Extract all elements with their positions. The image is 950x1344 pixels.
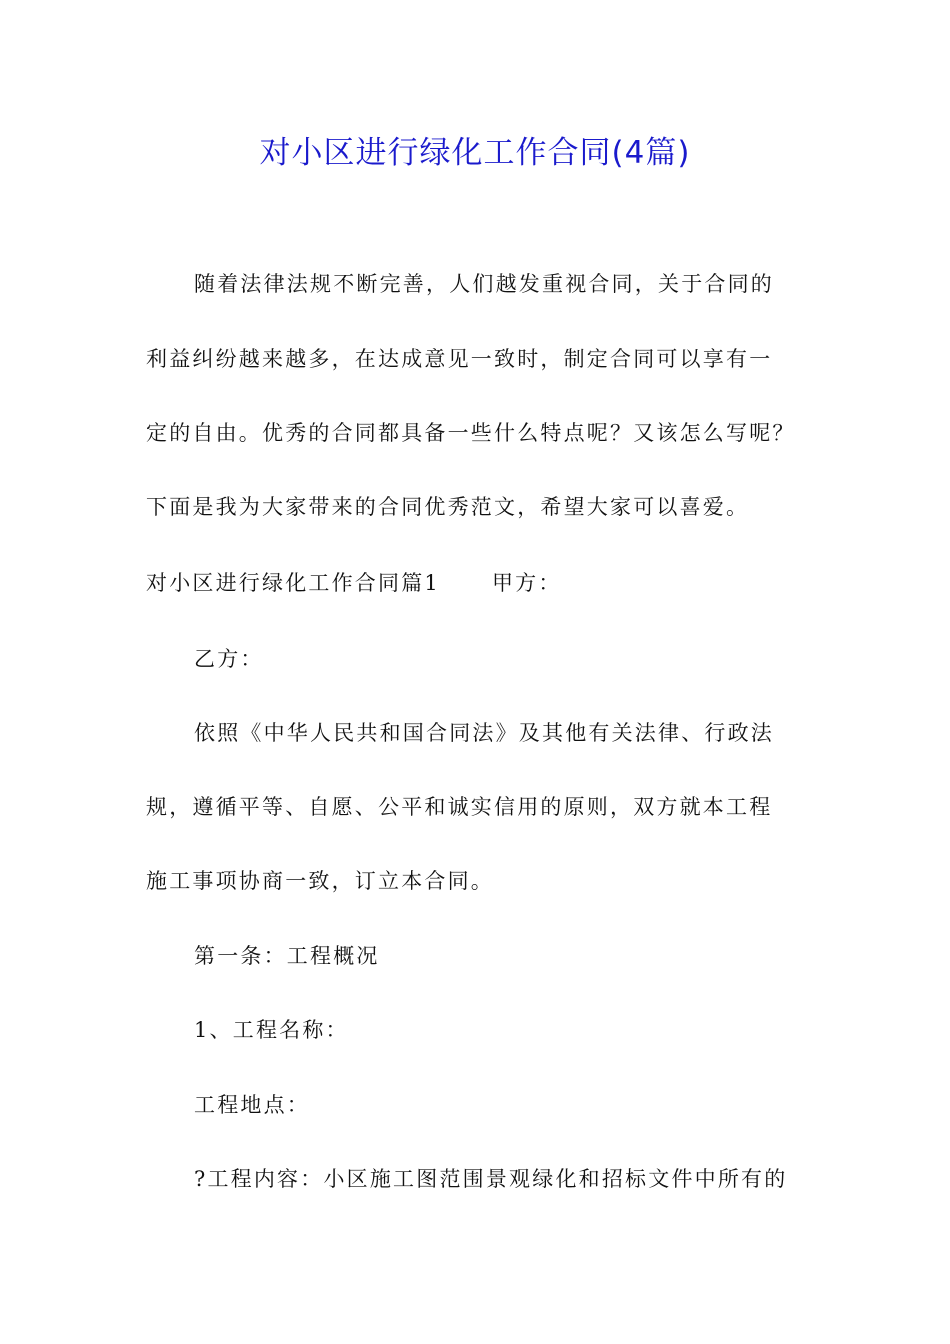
- article-heading: 第一条：工程概况: [194, 944, 380, 968]
- party-b-label: 乙方：: [194, 647, 264, 671]
- section-heading-line: [146, 566, 816, 600]
- project-name-label: 1、工程名称：: [194, 1018, 349, 1042]
- paragraph-line: 随着法律法规不断完善，人们越发重视合同，关于合同的: [194, 272, 774, 296]
- section-heading: 对小区进行绿化工作合同篇1: [146, 571, 440, 595]
- paragraph-line: 依照《中华人民共和国合同法》及其他有关法律、行政法: [194, 721, 774, 745]
- paragraph-line: 施工事项协商一致，订立本合同。: [146, 869, 494, 893]
- document-title: 对小区进行绿化工作合同(4篇): [259, 135, 691, 171]
- paragraph-line: 利益纠纷越来越多，在达成意见一致时，制定合同可以享有一: [146, 347, 773, 371]
- project-location-label: 工程地点：: [194, 1093, 310, 1117]
- paragraph-line: 下面是我为大家带来的合同优秀范文，希望大家可以喜爱。: [146, 495, 750, 519]
- party-a-label: 甲方：: [491, 571, 562, 595]
- project-content-line: ?工程内容：小区施工图范围景观绿化和招标文件中所有的: [194, 1167, 788, 1191]
- paragraph-line: 定的自由。优秀的合同都具备一些什么特点呢？又该怎么写呢？: [146, 421, 796, 445]
- paragraph-line: 规，遵循平等、自愿、公平和诚实信用的原则，双方就本工程: [146, 795, 773, 819]
